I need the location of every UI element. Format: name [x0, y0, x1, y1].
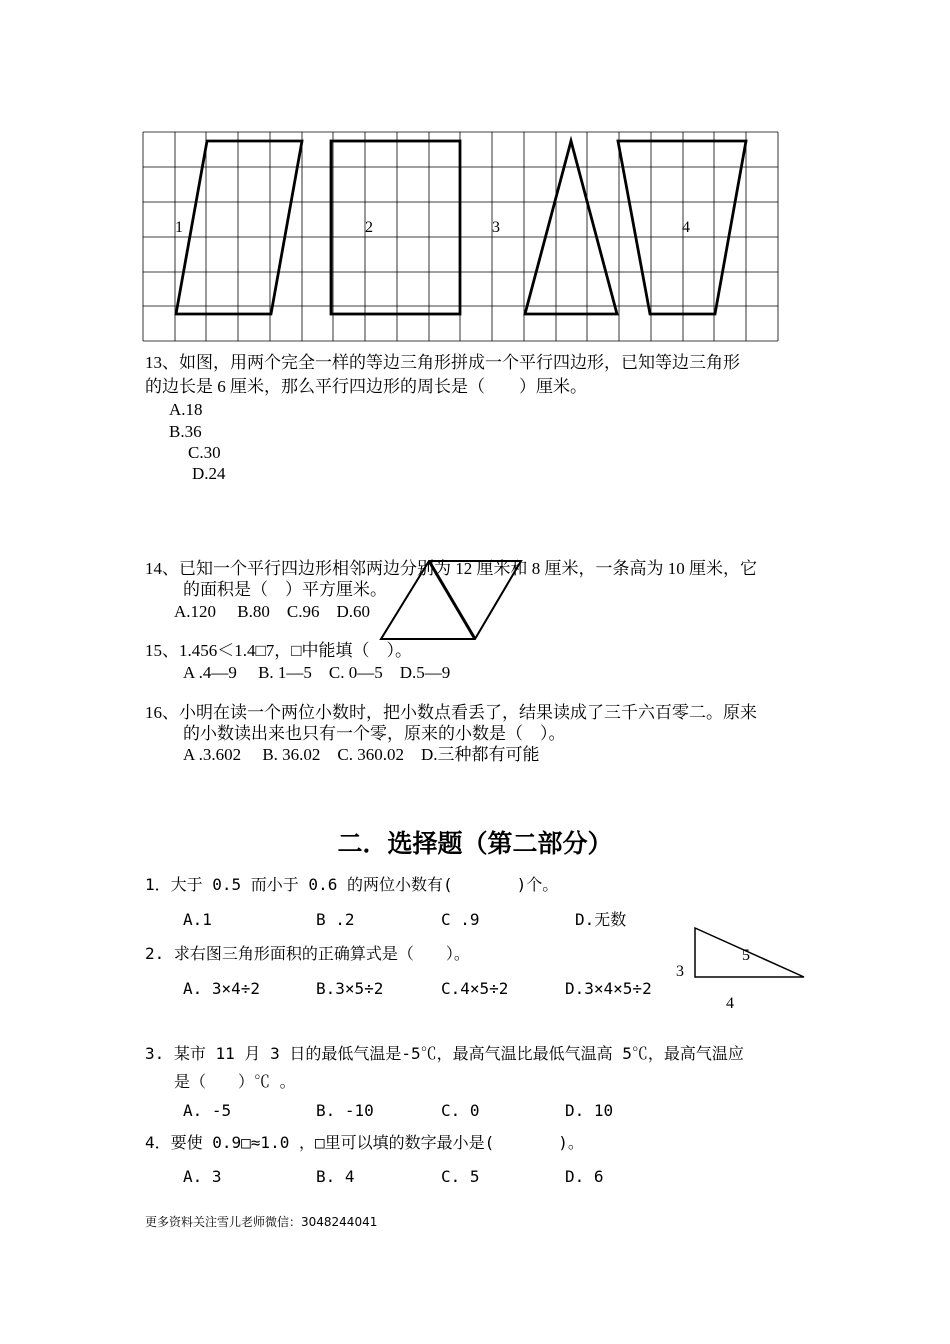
- shape-label-1: 1: [175, 219, 183, 236]
- s2-q2-option-c: C.4×5÷2: [441, 979, 509, 998]
- q15-stem: 15、1.456＜1.4□7，□中能填（ ）。: [145, 641, 413, 660]
- q13-option-c: C.30: [188, 443, 221, 462]
- q16-options: A .3.602 B. 36.02 C. 360.02 D.三种都有可能: [183, 745, 540, 764]
- s2-q3-option-b: B. -10: [316, 1101, 374, 1120]
- s2-q2-stem: 2. 求右图三角形面积的正确算式是（ ）。: [145, 944, 470, 963]
- s2-q3-stem-line1: 3. 某市 11 月 3 日的最低气温是-5℃，最高气温比最低气温高 5℃，最高气温应: [145, 1044, 744, 1063]
- footer-note: 更多资料关注雪儿老师微信：3048244041: [145, 1215, 378, 1229]
- s2-q3-option-a: A. -5: [183, 1101, 232, 1120]
- q13-option-d: D.24: [192, 464, 226, 483]
- s2-q2-option-d: D.3×4×5÷2: [565, 979, 652, 998]
- s2-q2-option-a: A. 3×4÷2: [183, 979, 261, 998]
- s2-q4-option-b: B. 4: [316, 1167, 355, 1186]
- s2-q1-stem: 1．大于 0.5 而小于 0.6 的两位小数有( )个。: [145, 875, 559, 894]
- s2-q4-option-a: A. 3: [183, 1167, 222, 1186]
- s2-q4-stem: 4．要使 0.9□≈1.0 ，□里可以填的数字最小是( )。: [145, 1133, 584, 1152]
- section-title: 二．选择题（第二部分）: [337, 829, 613, 858]
- q13-stem-line1: 13、如图，用两个完全一样的等边三角形拼成一个平行四边形，已知等边三角形: [145, 353, 740, 372]
- q16-stem-line1: 16、小明在读一个两位小数时，把小数点看丢了，结果读成了三千六百零二。原来: [145, 703, 757, 722]
- shape-label-3: 3: [492, 219, 500, 236]
- s2-q3-stem-line2: 是（ ）℃ 。: [174, 1072, 296, 1091]
- q16-stem-line2: 的小数读出来也只有一个零，原来的小数是（ ）。: [183, 724, 566, 743]
- s2-q1-option-b: B .2: [316, 910, 355, 929]
- s2-q3-option-d: D. 10: [565, 1101, 614, 1120]
- q15-options: A .4—9 B. 1—5 C. 0—5 D.5—9: [183, 663, 451, 682]
- s2-q1-option-c: C .9: [441, 910, 480, 929]
- triangle-label-bottom: 4: [726, 995, 734, 1012]
- s2-q4-option-c: C. 5: [441, 1167, 480, 1186]
- s2-q3-option-c: C. 0: [441, 1101, 480, 1120]
- s2-q2-option-b: B.3×5÷2: [316, 979, 384, 998]
- s2-q1-option-a: A.1: [183, 910, 212, 929]
- triangle-label-hypotenuse: 5: [742, 947, 750, 964]
- q13-option-a: A.18: [169, 400, 203, 419]
- q14-stem-line1: 14、已知一个平行四边形相邻两边分别为 12 厘米和 8 厘米，一条高为 10 厘米，它: [145, 559, 757, 578]
- shape-label-4: 4: [682, 219, 690, 236]
- s2-q4-option-d: D. 6: [565, 1167, 604, 1186]
- triangle-label-left: 3: [676, 963, 684, 980]
- q14-options: A.120 B.80 C.96 D.60: [174, 602, 370, 621]
- q13-stem-line2: 的边长是 6 厘米，那么平行四边形的周长是（ ）厘米。: [145, 377, 587, 396]
- shape-label-2: 2: [365, 219, 373, 236]
- q14-stem-line2: 的面积是（ ）平方厘米。: [183, 580, 387, 599]
- s2-q1-option-d: D.无数: [575, 910, 627, 929]
- q13-option-b: B.36: [169, 422, 202, 441]
